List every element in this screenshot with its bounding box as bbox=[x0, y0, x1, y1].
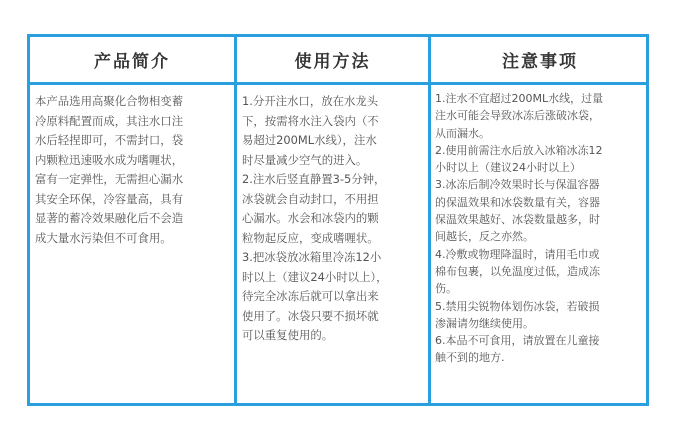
info-table bbox=[27, 34, 649, 406]
header-notes: 注意事项 bbox=[502, 52, 578, 72]
product-intro-text: 本产品选用高聚化合物相变蓄 冷原料配置而成，其注水口注 水后轻捏即可，不需封口，袋 内颗粒迅速吸水成为嗜喱状， 富有一定弹性，无需担心漏水 其安全环保，冷容量高，具有 显著的蓄冷效果融化后不会造 成大量水污染但不可食用。 bbox=[35, 94, 184, 245]
header-product-intro: 产品简介 bbox=[94, 52, 170, 72]
column-divider bbox=[234, 37, 237, 403]
notes-text: 1.注水不宜超过200ML水线，过量 注水可能会导致冰冻后涨破冰袋， 从而漏水。 2.使用前需注水后放入冰箱冰冻12 小时以上（建议24小时以上） 3.冰冻后制冷效果时长与保温容器 的保温效果和冰袋数量有关，容器 保温效果越好、冰袋数量越多，时 间越长，反之亦然。 4.冷敷或物理降温时，请用毛巾或 棉布包裹，以免温度过低，造成冻 伤。 5.禁用尖锐物体划伤冰袋，若破损 渗漏请勿继续使用。 6.本品不可食用，请放置在儿童接 触不到的地方. bbox=[435, 92, 604, 365]
usage-text: 1.分开注水口，放在水龙头 下，按需将水注入袋内（不 易超过200ML水线），注水 时尽量减少空气的进入。 2.注水后竖直静置3-5分钟， 冰袋就会自动封口，不用担 心漏水。水会和冰袋内的颗 粒物起反应，变成嗜喱状。 3.把冰袋放冰箱里冷冻12小 时以上（建议24小时以上）， 待完全冰冻后就可以拿出来 使用了。冰袋只要不损坏就 可以重复使用的。 bbox=[242, 94, 388, 342]
column-divider bbox=[428, 37, 431, 403]
header-usage: 使用方法 bbox=[294, 52, 371, 72]
header-divider bbox=[30, 82, 646, 85]
